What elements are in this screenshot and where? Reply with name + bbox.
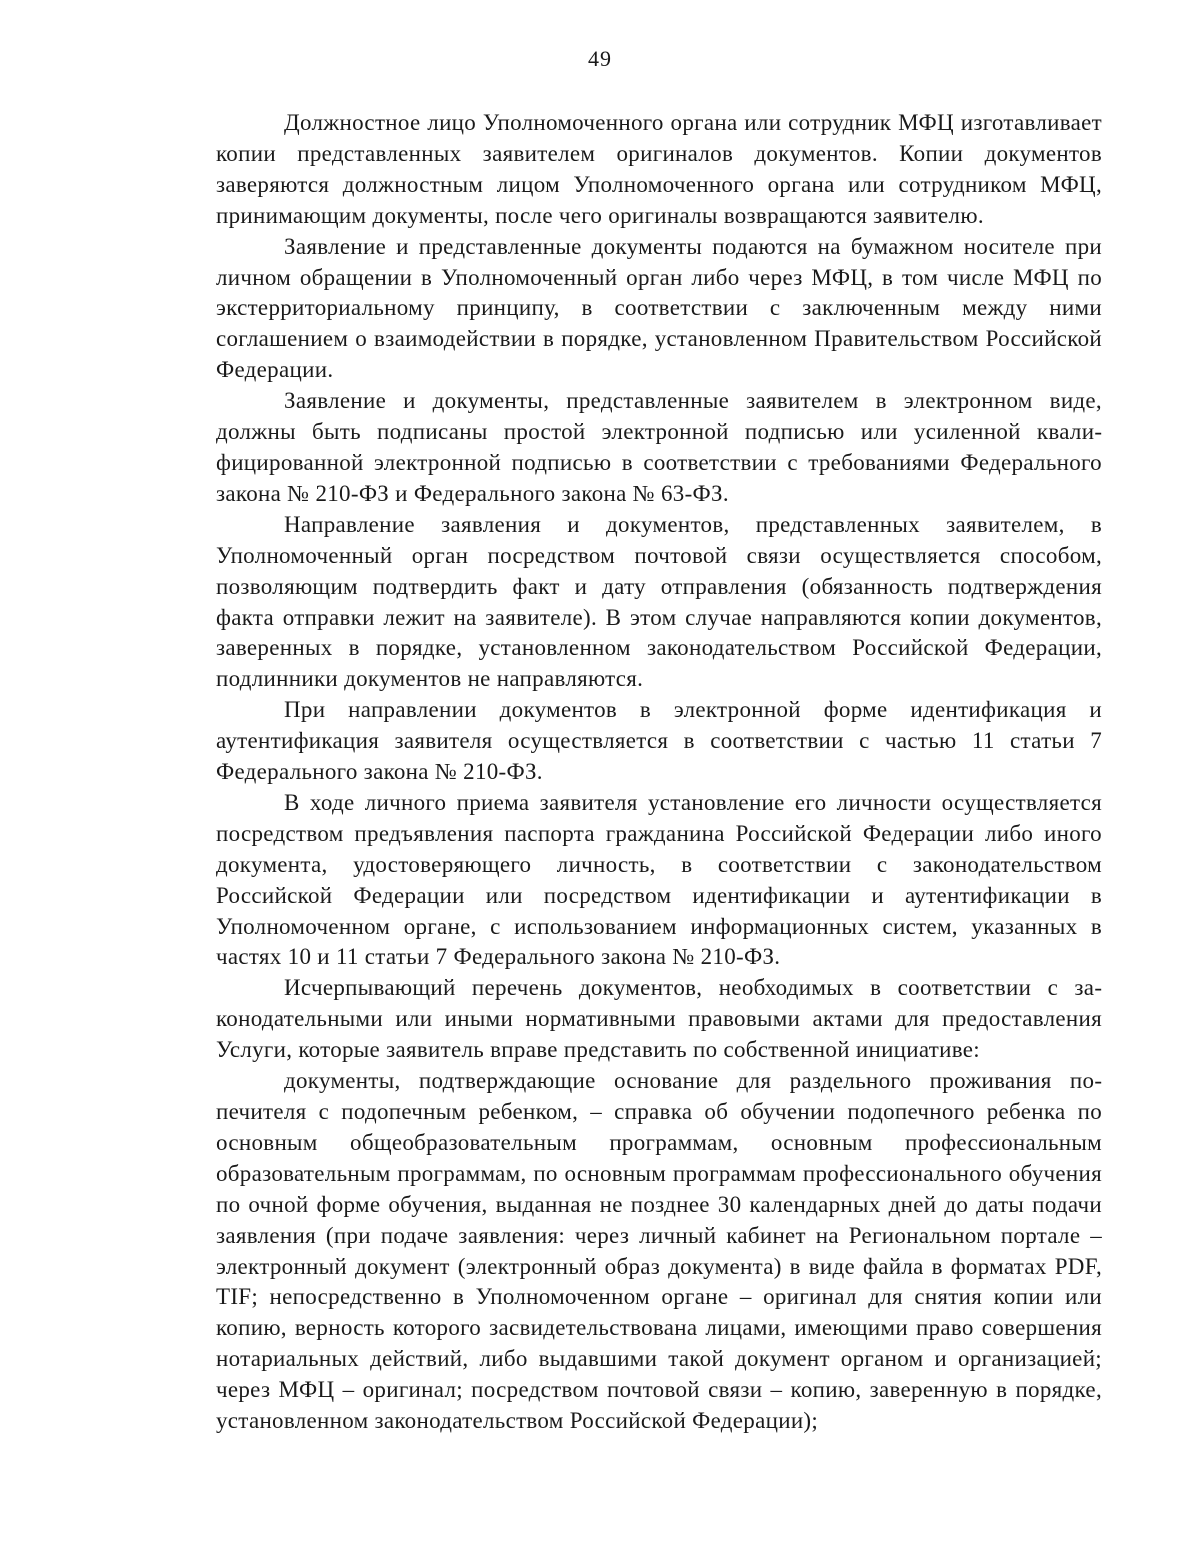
- paragraph-separate-residence-documents: документы, подтверждающие основание для раздельного проживания попечителя с подопечным ребенком, – справка об обучении подопечного ребенка по основным общеобразовательным программам, основным профессиональным образовательным программам, по основным программам профессионального обучения по очной форме обучения, выданная не позднее 30 календарных дней до даты подачи заявления (при подаче заявления: через личный кабинет на Региональном портале – электронный документ (электронный образ документа) в виде файла в форматах PDF, TIF; непосредственно в Уполномоченном органе – оригинал для снятия копии или копию, верность которого засвидетельствована лицами, имеющими право совершения нотариальных действий, либо выдавшими такой документ органом и организацией; через МФЦ – оригинал; посредством почтовой связи – копию, заверенную в порядке, установленном законодательством Российской Федерации);: [216, 1068, 1102, 1434]
- document-body: [216, 108, 1102, 1437]
- paragraph-documents-list-intro: Исчерпывающий перечень документов, необходимых в соответствии с законодательными или иными нормативными правовыми актами для предоставления Услуги, которые заявитель вправе представить по собственной инициативе:: [216, 975, 1102, 1063]
- paragraph-personal-identification: В ходе личного приема заявителя установление его личности осуществляется посредством предъявления паспорта гражданина Российской Федерации либо иного документа, удостоверяющего личность, в соответствии с законодательством Российской Федерации или посредством идентификации и аутентификации в Уполномоченном органе, с использованием информационных систем, указанных в частях 10 и 11 статьи 7 Федерального закона № 210-ФЗ.: [216, 789, 1102, 970]
- paragraph-postal-submission: Направление заявления и документов, представленных заявителем, в Уполномоченный орган посредством почтовой связи осуществляется способом, позволяющим подтвердить факт и дату отправления (обязанность подтверждения факта отправки лежит на заявителе). В этом случае направляются копии документов, заверенных в порядке, установленном законодательством Российской Федерации, подлинники документов не направляются.: [216, 511, 1102, 692]
- paragraph-electronic-identification: При направлении документов в электронной форме идентификация и аутентификация заявителя осуществляется в соответствии с частью 11 статьи 7 Федерального закона № 210-ФЗ.: [216, 697, 1102, 785]
- paragraph-paper-submission: Заявление и представленные документы подаются на бумажном носителе при личном обращении в Уполномоченный орган либо через МФЦ, в том числе МФЦ по экстерриториальному принципу, в соответствии с заключенным между ними соглашением о взаимодействии в порядке, установленном Правительством Российской Федерации.: [216, 233, 1102, 383]
- paragraph-copies-of-documents: Должностное лицо Уполномоченного органа или сотрудник МФЦ изготавливает копии представленных заявителем оригиналов документов. Копии документов заверяются должностным лицом Уполномоченного органа или сотрудником МФЦ, принимающим документы, после чего оригиналы возвращаются заявителю.: [216, 110, 1102, 228]
- paragraph-electronic-signature: Заявление и документы, представленные заявителем в электронном виде, должны быть подписаны простой электронной подписью или усиленной квалифицированной электронной подписью в соответствии с требованиями Федерального закона № 210-ФЗ и Федерального закона № 63-ФЗ.: [216, 388, 1102, 506]
- page-number: 49: [588, 46, 612, 71]
